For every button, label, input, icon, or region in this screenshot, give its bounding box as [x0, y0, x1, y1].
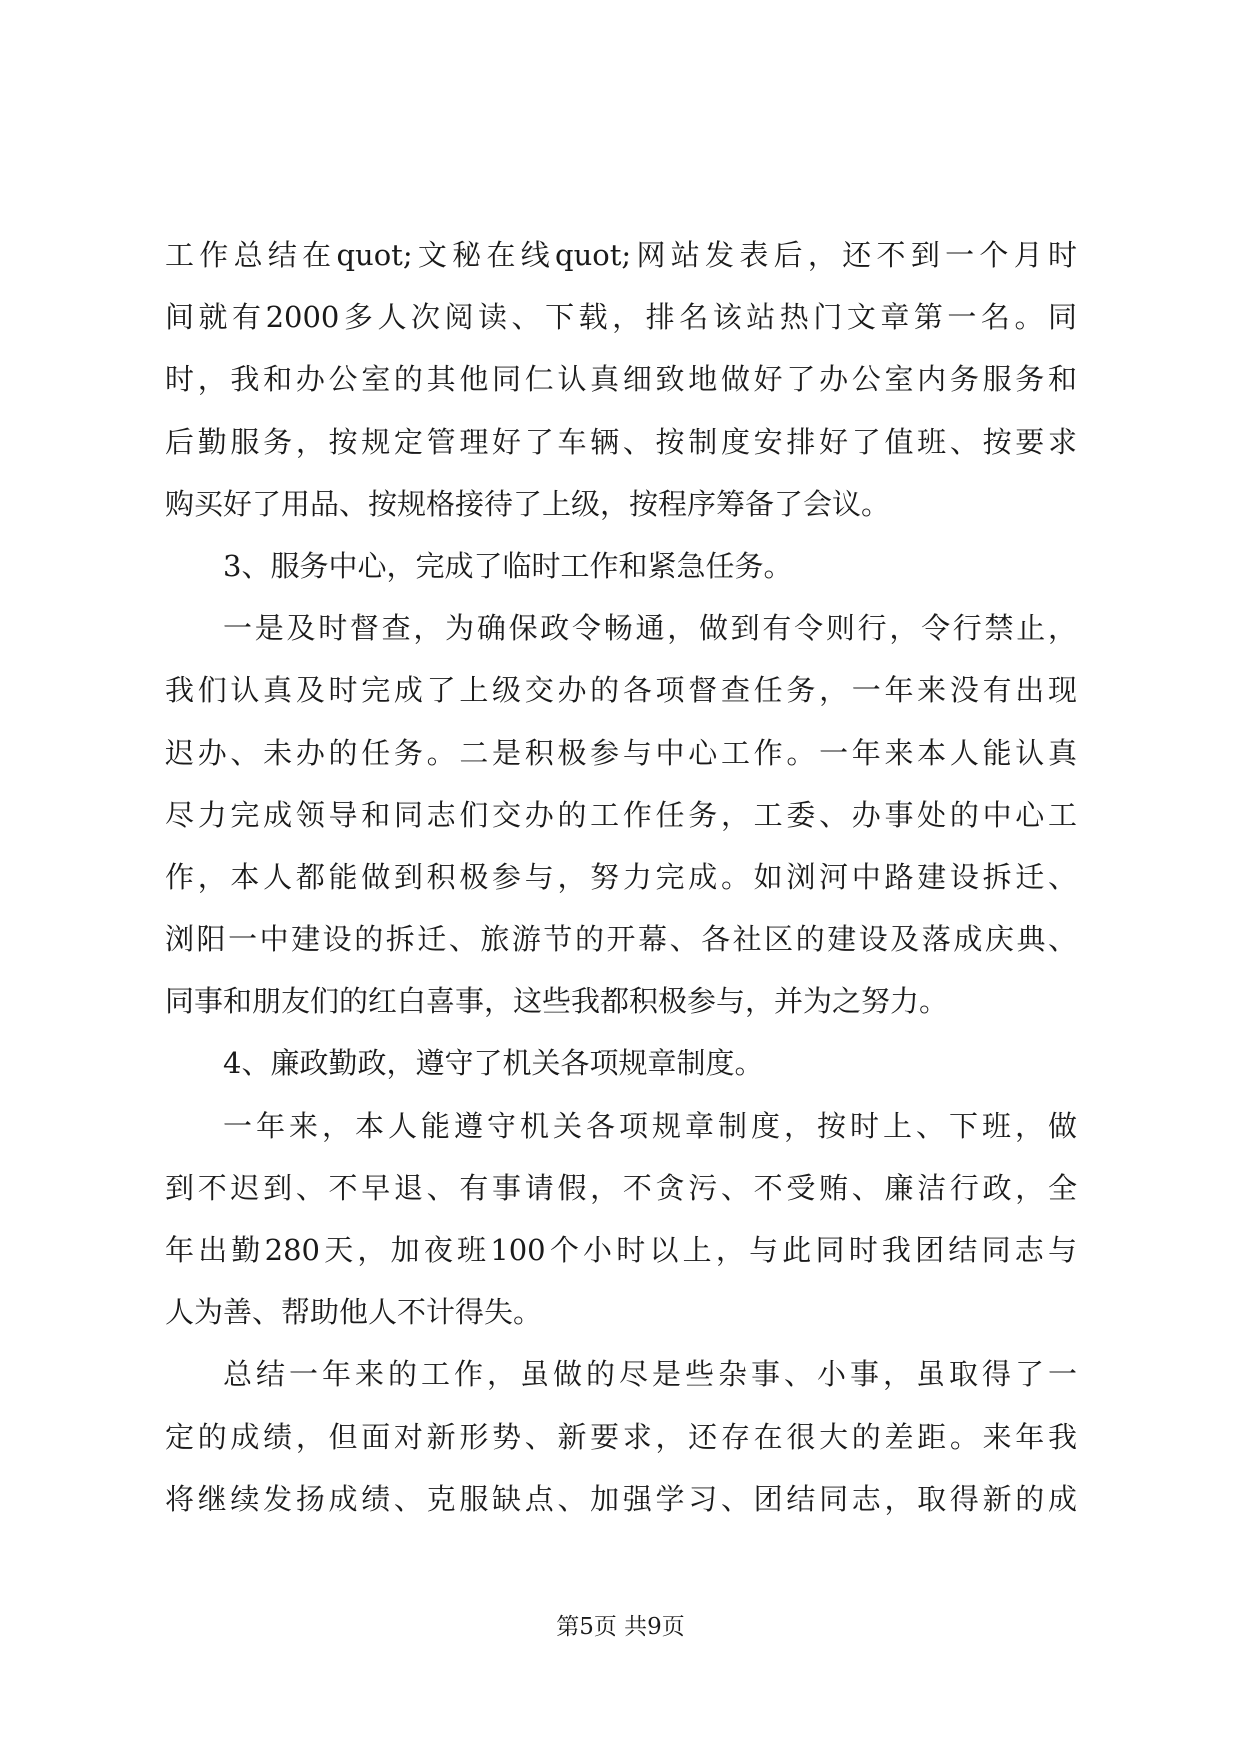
- text-line: 工作总结在quot;文秘在线quot;网站发表后，还不到一个月时: [165, 238, 1077, 272]
- text-line: 同事和朋友们的红白喜事，这些我都积极参与，并为之努力。: [165, 984, 949, 1019]
- text-line: 后勤服务，按规定管理好了车辆、按制度安排好了值班、按要求: [165, 424, 1077, 459]
- document-body: [165, 224, 1077, 1530]
- text-line: 我们认真及时完成了上级交办的各项督查任务，一年来没有出现: [165, 673, 1077, 708]
- text-line: 一是及时督查，为确保政令畅通，做到有令则行，令行禁止，: [223, 611, 1077, 646]
- text-line: 4、廉政勤政，遵守了机关各项规章制度。: [223, 1046, 764, 1081]
- text-line: 总结一年来的工作，虽做的尽是些杂事、小事，虽取得了一: [223, 1357, 1077, 1392]
- text-line: 购买好了用品、按规格接待了上级，按程序筹备了会议。: [165, 486, 891, 521]
- text-line: 将继续发扬成绩、克服缺点、加强学习、团结同志，取得新的成: [165, 1481, 1077, 1516]
- text-line: 定的成绩，但面对新形势、新要求，还存在很大的差距。来年我: [165, 1419, 1077, 1454]
- text-line: 3、服务中心，完成了临时工作和紧急任务。: [223, 548, 793, 583]
- text-line: 作，本人都能做到积极参与，努力完成。如浏河中路建设拆迁、: [165, 859, 1077, 894]
- text-line: 到不迟到、不早退、有事请假，不贪污、不受贿、廉洁行政，全: [165, 1170, 1077, 1205]
- text-line: 尽力完成领导和同志们交办的工作任务，工委、办事处的中心工: [165, 797, 1077, 832]
- text-line: 迟办、未办的任务。二是积极参与中心工作。一年来本人能认真: [165, 735, 1077, 770]
- text-line: 间就有2000多人次阅读、下载，排名该站热门文章第一名。同: [165, 300, 1077, 335]
- page-number-footer: 第5页 共9页: [556, 1614, 685, 1640]
- text-line: 人为善、帮助他人不计得失。: [165, 1295, 543, 1330]
- text-line: 浏阳一中建设的拆迁、旅游节的开幕、各社区的建设及落成庆典、: [165, 922, 1077, 957]
- text-line: 年出勤280天，加夜班100个小时以上，与此同时我团结同志与: [165, 1233, 1077, 1267]
- text-line: 时，我和办公室的其他同仁认真细致地做好了办公室内务服务和: [165, 362, 1077, 397]
- text-line: 一年来，本人能遵守机关各项规章制度，按时上、下班，做: [223, 1108, 1077, 1143]
